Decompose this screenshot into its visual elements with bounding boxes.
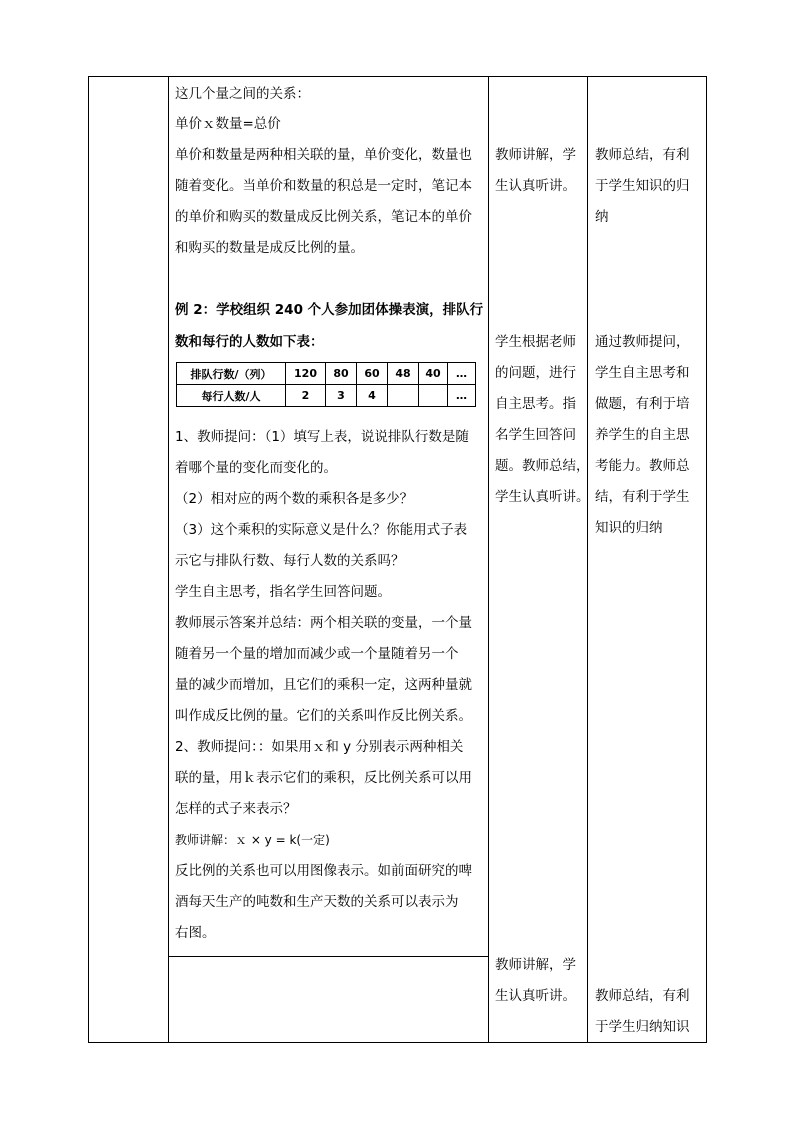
text-line: 考能力。教师总 <box>595 458 690 474</box>
table-cell: 40 <box>419 363 448 385</box>
student-activity: 学生自主思考，指名学生回答问题。 <box>175 584 391 600</box>
text-line: 学生自主思考和 <box>595 365 690 381</box>
text-line: 2、教师提问：：如果用ｘ和 y 分别表示两种相关 <box>175 739 464 755</box>
table-row <box>177 363 476 385</box>
text-line: 酒每天生产的吨数和生产天数的关系可以表示为 <box>175 894 459 910</box>
text-line: 着哪个量的变化而变化的。 <box>175 460 337 476</box>
table-cell: 4 <box>357 385 388 407</box>
text-line: 生认真听讲。 <box>495 988 576 1004</box>
text-line: 教师讲解，学 <box>495 147 576 163</box>
text-line: 养学生的自主思 <box>595 427 690 443</box>
column-divider <box>587 77 588 1042</box>
table-cell: 排队行数/（列） <box>177 363 286 385</box>
text-line: 右图。 <box>175 925 216 941</box>
table-cell <box>388 385 419 407</box>
text-line: 题。教师总结， <box>495 458 590 474</box>
table-cell: 每行人数/人 <box>177 385 286 407</box>
text-line: 的问题，进行 <box>495 365 576 381</box>
text-line: 例 2：学校组织 240 个人参加团体操表演，排队行 <box>175 302 484 318</box>
text-line: 教师展示答案并总结：两个相关联的变量，一个量 <box>175 615 472 631</box>
text-line: 量的减少而增加，且它们的乘积一定，这两种量就 <box>175 677 472 693</box>
table-cell: … <box>448 385 476 407</box>
text-line: 做题，有利于培 <box>595 396 690 412</box>
text-line: 单价和数量是两种相关联的量，单价变化，数量也 <box>175 147 472 163</box>
text-line: 自主思考。指 <box>495 396 576 412</box>
text-line: 的单价和购买的数量成反比例关系，笔记本的单价 <box>175 209 472 225</box>
table-cell: 60 <box>357 363 388 385</box>
column-divider <box>168 77 169 1042</box>
table-cell <box>419 385 448 407</box>
text-line: 通过教师提问， <box>595 334 690 350</box>
formula-line: 教师讲解：ｘ × y = k(一定) <box>175 833 330 847</box>
text-line: 示它与排队行数、每行人数的关系吗？ <box>175 553 405 569</box>
text-line: 叫作成反比例的量。它们的关系叫作反比例关系。 <box>175 708 472 724</box>
table-cell: 48 <box>388 363 419 385</box>
text-line: 怎样的式子来表示？ <box>175 801 297 817</box>
text-line: 教师总结，有利 <box>595 147 690 163</box>
text-line: 于学生知识的归 <box>595 178 690 194</box>
table-cell: 3 <box>326 385 357 407</box>
table-cell: 120 <box>286 363 326 385</box>
table-cell: 2 <box>286 385 326 407</box>
relation-heading: 这几个量之间的关系： <box>175 86 310 102</box>
question-2: （2）相对应的两个数的乘积各是多少？ <box>175 491 414 507</box>
table-cell: … <box>448 363 476 385</box>
text-line: 联的量，用ｋ表示它们的乘积，反比例关系可以用 <box>175 770 472 786</box>
text-line: 知识的归纳 <box>595 520 663 536</box>
text-line: 于学生归纳知识 <box>595 1019 690 1035</box>
text-line: 随着另一个量的增加而减少或一个量随着另一个 <box>175 646 459 662</box>
column-divider <box>488 77 489 1042</box>
text-line: 数和每行的人数如下表： <box>175 334 324 350</box>
text-line: 教师讲解，学 <box>495 957 576 973</box>
text-line: （3）这个乘积的实际意义是什么？你能用式子表 <box>175 522 468 538</box>
text-line: 和购买的数量是成反比例的量。 <box>175 240 364 256</box>
text-line: 生认真听讲。 <box>495 178 576 194</box>
text-line: 名学生回答问 <box>495 427 576 443</box>
table-row <box>177 385 476 407</box>
data-table <box>176 362 476 407</box>
text-line: 1、教师提问：（1）填写上表，说说排队行数是随 <box>175 429 469 445</box>
text-line: 纳 <box>595 209 609 225</box>
text-line: 反比例的关系也可以用图像表示。如前面研究的啤 <box>175 863 472 879</box>
text-line: 学生根据老师 <box>495 334 576 350</box>
text-line: 教师总结，有利 <box>595 988 690 1004</box>
text-line: 学生认真听讲。 <box>495 489 590 505</box>
text-line: 随着变化。当单价和数量的积总是一定时，笔记本 <box>175 178 472 194</box>
text-line: 结，有利于学生 <box>595 489 690 505</box>
row-divider <box>168 956 488 957</box>
relation-formula: 单价ｘ数量=总价 <box>175 116 281 132</box>
table-cell: 80 <box>326 363 357 385</box>
